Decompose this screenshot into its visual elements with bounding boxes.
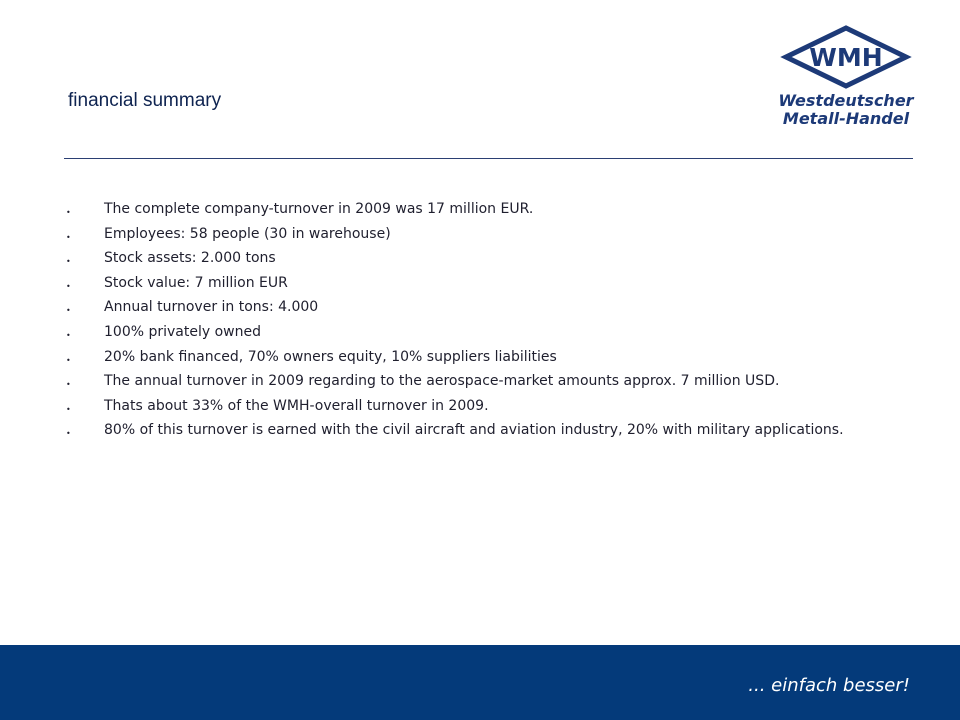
bullet-text: Thats about 33% of the WMH-overall turnover in 2009. xyxy=(104,397,489,414)
bullet-icon: • xyxy=(66,232,71,242)
bullet-text: 20% bank financed, 70% owners equity, 10% suppliers liabilities xyxy=(104,348,557,365)
bullet-list xyxy=(64,200,904,446)
header-divider xyxy=(64,158,913,159)
bullet-item xyxy=(64,421,904,439)
bullet-item xyxy=(64,348,904,366)
bullet-icon: • xyxy=(66,281,71,291)
slide-title: financial summary xyxy=(68,90,222,111)
bullet-text: Stock assets: 2.000 tons xyxy=(104,250,276,267)
logo-mark-text: WMH xyxy=(809,43,883,72)
bullet-item xyxy=(64,274,904,292)
bullet-icon: • xyxy=(66,257,71,267)
bullet-item xyxy=(64,200,904,218)
bullet-icon: • xyxy=(66,355,71,365)
bullet-icon: • xyxy=(66,330,71,340)
bullet-text: 100% privately owned xyxy=(104,323,261,340)
bullet-text: Annual turnover in tons: 4.000 xyxy=(104,299,319,316)
bullet-icon: • xyxy=(66,380,71,390)
company-logo xyxy=(776,24,916,134)
bullet-text: 80% of this turnover is earned with the civil aircraft and aviation industry, 20% with military applications. xyxy=(104,422,844,439)
bullet-item xyxy=(64,298,904,316)
bullet-icon: • xyxy=(66,404,71,414)
bullet-text: The annual turnover in 2009 regarding to the aerospace-market amounts approx. 7 million USD. xyxy=(104,373,780,390)
bullet-icon: • xyxy=(66,429,71,439)
bullet-text: Employees: 58 people (30 in warehouse) xyxy=(104,225,391,242)
bullet-item xyxy=(64,225,904,243)
bullet-item xyxy=(64,372,904,390)
logo-line-2: Metall-Handel xyxy=(782,109,910,128)
bullet-icon: • xyxy=(66,306,71,316)
bullet-item xyxy=(64,397,904,415)
footer-tagline: ... einfach besser! xyxy=(748,675,910,696)
bullet-item xyxy=(64,249,904,267)
logo-line-1: Westdeutscher xyxy=(778,91,914,110)
bullet-icon: • xyxy=(66,208,71,217)
bullet-text: The complete company-turnover in 2009 was 17 million EUR. xyxy=(104,201,534,217)
bullet-text: Stock value: 7 million EUR xyxy=(104,274,288,291)
wmh-logo-mark xyxy=(780,24,912,90)
bullet-item xyxy=(64,323,904,341)
footer-bar xyxy=(0,645,960,720)
